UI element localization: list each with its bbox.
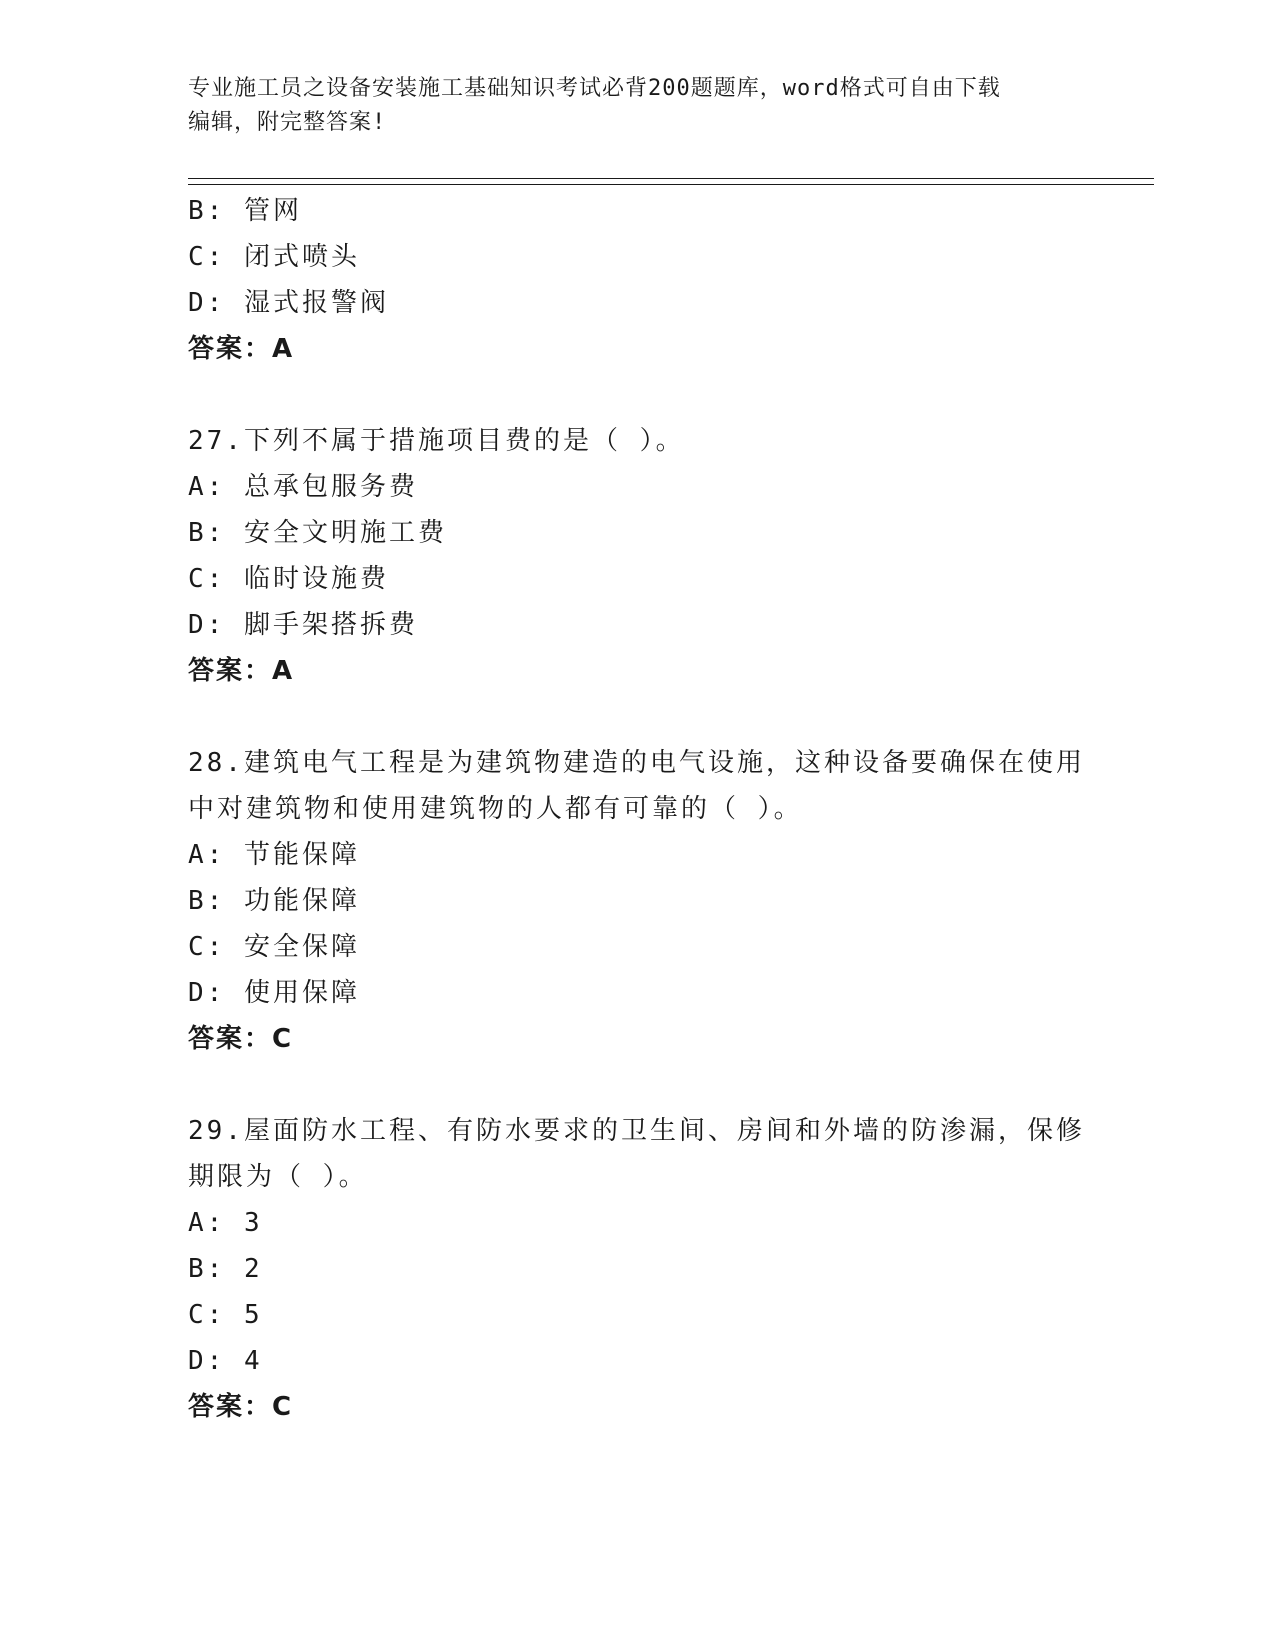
answer: 答案：A	[188, 334, 295, 364]
question-stem-line-2: 期限为（ ）。	[188, 1162, 368, 1192]
question-stem-line-1: 29.屋面防水工程、有防水要求的卫生间、房间和外墙的防渗漏，保修	[188, 1116, 1085, 1146]
option-d: D: 脚手架搭拆费	[188, 610, 418, 640]
answer: 答案：A	[188, 656, 295, 686]
option-b: B: 安全文明施工费	[188, 518, 447, 548]
question-stem-line-1: 28.建筑电气工程是为建筑物建造的电气设施，这种设备要确保在使用	[188, 748, 1085, 778]
spacer	[188, 694, 1148, 740]
question-28	[188, 740, 1148, 1062]
header-divider	[188, 178, 1154, 185]
option-a: A: 节能保障	[188, 840, 360, 870]
question-stem: 27.下列不属于措施项目费的是（ ）。	[188, 426, 685, 456]
option-d: D: 湿式报警阀	[188, 288, 389, 318]
option-a: A: 3	[188, 1208, 263, 1238]
header-title-line-2: 编辑，附完整答案!	[188, 110, 387, 135]
question-26-tail	[188, 188, 1148, 372]
answer: 答案：C	[188, 1392, 294, 1422]
option-b: B: 功能保障	[188, 886, 360, 916]
header-title-line-1: 专业施工员之设备安装施工基础知识考试必背200题题库，word格式可自由下载	[188, 76, 1001, 101]
option-c: C: 安全保障	[188, 932, 360, 962]
question-27	[188, 418, 1148, 694]
option-b: B: 管网	[188, 196, 302, 226]
option-d: D: 使用保障	[188, 978, 360, 1008]
option-c: C: 闭式喷头	[188, 242, 360, 272]
option-d: D: 4	[188, 1346, 263, 1376]
question-stem-line-2: 中对建筑物和使用建筑物的人都有可靠的（ ）。	[188, 794, 803, 824]
option-c: C: 5	[188, 1300, 263, 1330]
option-b: B: 2	[188, 1254, 263, 1284]
question-29	[188, 1108, 1148, 1430]
question-list	[188, 188, 1148, 1430]
answer: 答案：C	[188, 1024, 294, 1054]
page-header	[188, 72, 1088, 140]
spacer	[188, 372, 1148, 418]
option-c: C: 临时设施费	[188, 564, 389, 594]
spacer	[188, 1062, 1148, 1108]
option-a: A: 总承包服务费	[188, 472, 418, 502]
